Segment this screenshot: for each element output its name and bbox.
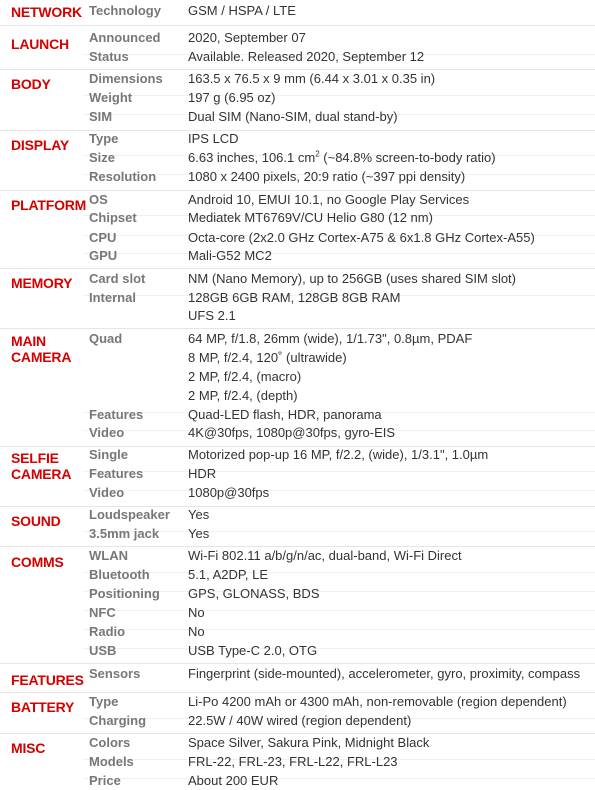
spec-label-type[interactable]: Type [89,131,119,146]
spec-value: Wi-Fi 802.11 a/b/g/n/ac, dual-band, Wi-Fi Direct [188,548,462,563]
spec-label-chipset[interactable]: Chipset [89,210,137,225]
spec-value: Android 10, EMUI 10.1, no Google Play Services [188,192,470,207]
category-heading[interactable]: MEMORY [11,275,73,291]
spec-section-body [0,69,595,131]
spec-section-battery [0,692,595,734]
spec-label-video[interactable]: Video [89,485,125,500]
spec-value: 5.1, A2DP, LE [188,567,268,582]
spec-value: NM (Nano Memory), up to 256GB (uses shared SIM slot) [188,271,517,286]
spec-label-single[interactable]: Single [89,447,129,462]
spec-value: USB Type-C 2.0, OTG [188,643,318,658]
spec-label-announced[interactable]: Announced [89,30,161,45]
spec-section-comms [0,546,595,664]
spec-label-bluetooth[interactable]: Bluetooth [89,567,150,582]
spec-label-sensors[interactable]: Sensors [89,666,141,681]
spec-label-charging[interactable]: Charging [89,713,147,728]
row-divider [83,490,595,491]
spec-label-positioning[interactable]: Positioning [89,586,160,601]
spec-value: 8 MP, f/2.4, 120˚ (ultrawide) [188,350,347,365]
spec-label-features[interactable]: Features [89,466,144,481]
spec-label-technology[interactable]: Technology [89,3,161,18]
category-heading[interactable]: FEATURES [11,672,84,688]
spec-value: Yes [188,526,210,541]
spec-label-quad[interactable]: Quad [89,331,123,346]
row-divider [83,253,595,254]
spec-label-colors[interactable]: Colors [89,735,131,750]
row-divider [83,610,595,611]
spec-value: 163.5 x 76.5 x 9 mm (6.44 x 3.01 x 0.35 in) [188,71,436,86]
spec-label-sim[interactable]: SIM [89,109,113,124]
spec-value: Dual SIM (Nano-SIM, dual stand-by) [188,109,398,124]
spec-value: About 200 EUR [188,773,279,788]
row-divider [83,648,595,649]
spec-label-gpu[interactable]: GPU [89,248,118,263]
spec-label-resolution[interactable]: Resolution [89,169,157,184]
spec-value: 2 MP, f/2.4, (depth) [188,388,298,403]
spec-value: IPS LCD [188,131,239,146]
spec-value: No [188,605,205,620]
spec-value: Available. Released 2020, September 12 [188,49,425,64]
spec-value: Yes [188,507,210,522]
row-divider [83,778,595,779]
spec-label-models[interactable]: Models [89,754,134,769]
category-heading[interactable]: MISC [11,740,46,756]
spec-value: 128GB 6GB RAM, 128GB 8GB RAM [188,290,401,305]
category-heading[interactable]: SELFIE CAMERA [11,450,72,482]
row-divider [83,629,595,630]
spec-value: Motorized pop-up 16 MP, f/2.2, (wide), 1/3.1", 1.0µm [188,447,489,462]
category-heading[interactable]: SOUND [11,513,61,529]
spec-label-wlan[interactable]: WLAN [89,548,128,563]
spec-value: FRL-22, FRL-23, FRL-L22, FRL-L23 [188,754,398,769]
spec-label-loudspeaker[interactable]: Loudspeaker [89,507,170,522]
spec-label-video[interactable]: Video [89,425,125,440]
spec-value: 2 MP, f/2.4, (macro) [188,369,302,384]
spec-label-os[interactable]: OS [89,192,108,207]
spec-section-memory [0,268,595,329]
row-divider [83,572,595,573]
spec-value: 197 g (6.95 oz) [188,90,276,105]
spec-value: UFS 2.1 [188,308,236,323]
spec-label-nfc[interactable]: NFC [89,605,116,620]
spec-value: No [188,624,205,639]
category-heading[interactable]: MAIN CAMERA [11,333,72,365]
spec-label-weight[interactable]: Weight [89,90,133,105]
row-divider [83,471,595,472]
spec-label-status[interactable]: Status [89,49,129,64]
spec-value: Mali-G52 MC2 [188,248,272,263]
row-divider [83,531,595,532]
spec-value: 4K@30fps, 1080p@30fps, gyro-EIS [188,425,396,440]
spec-section-selfie-camera [0,446,595,507]
spec-section-launch [0,25,595,70]
spec-value: 6.63 inches, 106.1 $cm^2$ (~84.8% screen-to-body ratio) [188,149,496,165]
category-heading[interactable]: COMMS [11,554,64,570]
category-heading[interactable]: NETWORK [11,4,82,20]
spec-label-3-5mm-jack[interactable]: 3.5mm jack [89,526,160,541]
spec-label-card-slot[interactable]: Card slot [89,271,146,286]
spec-value: 1080p@30fps [188,485,270,500]
spec-value: Space Silver, Sakura Pink, Midnight Black [188,735,430,750]
spec-label-cpu[interactable]: CPU [89,230,117,245]
category-heading[interactable]: LAUNCH [11,36,69,52]
spec-section-misc [0,733,595,790]
spec-label-usb[interactable]: USB [89,643,117,658]
row-divider [83,95,595,96]
spec-label-internal[interactable]: Internal [89,290,136,305]
category-heading[interactable]: BODY [11,76,51,92]
spec-value: Li-Po 4200 mAh or 4300 mAh, non-removable (region dependent) [188,694,567,709]
spec-label-type[interactable]: Type [89,694,119,709]
spec-value: Mediatek MT6769V/CU Helio G80 (12 nm) [188,210,433,225]
spec-value: Fingerprint (side-mounted), accelerometer, gyro, proximity, compass [188,666,581,681]
spec-label-features[interactable]: Features [89,407,144,422]
spec-value: 1080 x 2400 pixels, 20:9 ratio (~397 ppi density) [188,169,466,184]
category-heading[interactable]: BATTERY [11,699,75,715]
spec-value: GSM / HSPA / LTE [188,3,296,18]
spec-value: HDR [188,466,217,481]
spec-section-sound [0,506,595,547]
spec-section-network [0,0,595,25]
spec-section-platform [0,190,595,269]
spec-value: Quad-LED flash, HDR, panorama [188,407,382,422]
spec-section-main-camera [0,328,595,447]
spec-label-size[interactable]: Size [89,150,116,165]
category-heading[interactable]: DISPLAY [11,137,69,153]
spec-value: GPS, GLONASS, BDS [188,586,320,601]
spec-value: 22.5W / 40W wired (region dependent) [188,713,412,728]
spec-label-price[interactable]: Price [89,773,121,788]
spec-value: 64 MP, f/1.8, 26mm (wide), 1/1.73", 0.8µm, PDAF [188,331,473,346]
spec-section-display [0,130,595,191]
spec-value: 2020, September 07 [188,30,306,45]
spec-section-features [0,663,595,693]
spec-label-radio[interactable]: Radio [89,624,126,639]
category-heading[interactable]: PLATFORM [11,197,87,213]
spec-value: Octa-core (2x2.0 GHz Cortex-A75 & 6x1.8 GHz Cortex-A55) [188,230,535,245]
spec-label-dimensions[interactable]: Dimensions [89,71,163,86]
